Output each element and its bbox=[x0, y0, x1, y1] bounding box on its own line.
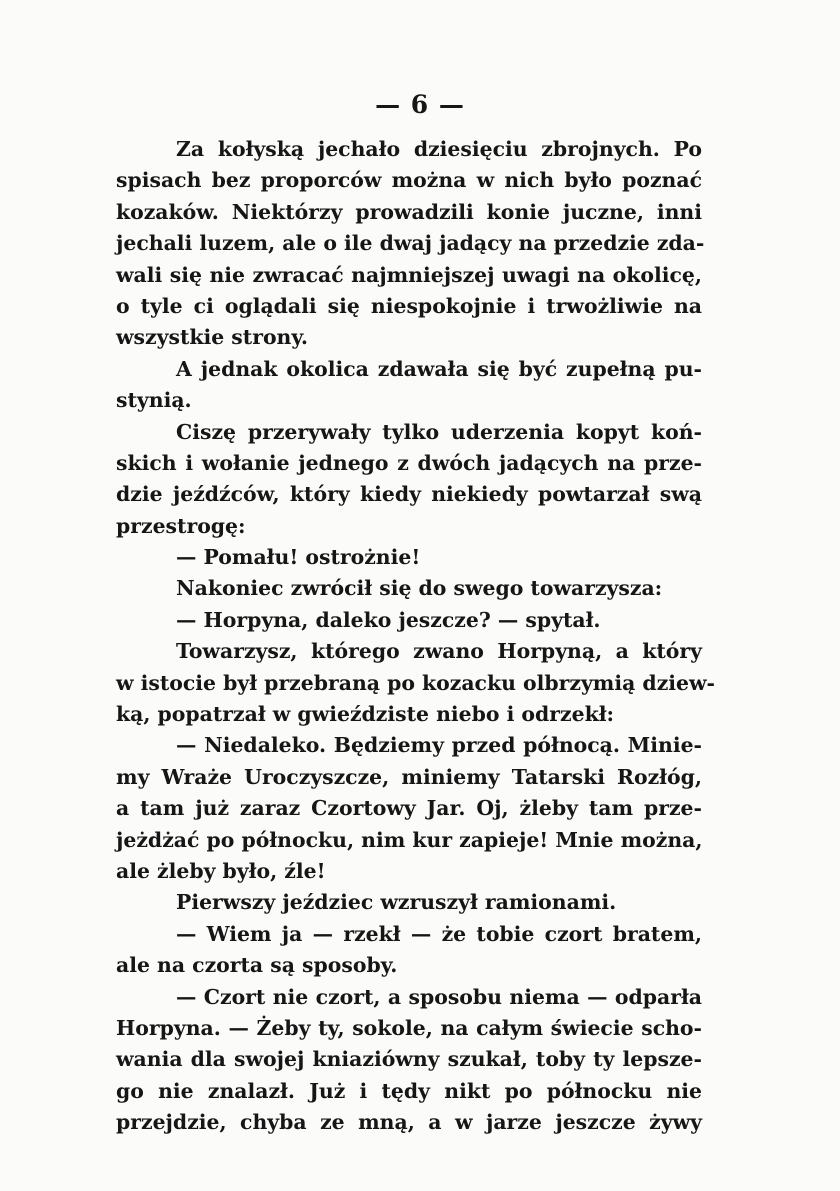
text-line: A jednak okolica zdawała się być zupełną pu- bbox=[176, 356, 702, 381]
text-line: Za kołyską jechało dziesięciu zbrojnych. Po bbox=[176, 137, 702, 161]
text-line: Pierwszy jeździec wzruszył ramionami. bbox=[176, 890, 617, 915]
text-line: — Pomału! ostrożnie! bbox=[176, 545, 421, 570]
text-line: stynią. bbox=[116, 388, 192, 413]
text-line: jeżdżać po północku, nim kur zapieje! Mnie można, bbox=[116, 827, 703, 852]
text-line: Horpyna. — Żeby ty, sokole, na całym świecie scho- bbox=[116, 1015, 702, 1040]
text-line: przestrogę: bbox=[116, 513, 246, 538]
text-line: w istocie był przebraną po kozacku olbrzymią dziew- bbox=[116, 670, 716, 695]
text-line: wszystkie strony. bbox=[116, 325, 308, 350]
text-line: Towarzysz, którego zwano Horpyną, a który bbox=[176, 639, 702, 664]
text-line: a tam już zaraz Czortowy Jar. Oj, żleby tam prze- bbox=[116, 796, 702, 821]
text-line: wania dla swojej kniaziówny szukał, toby ty lepsze- bbox=[116, 1047, 702, 1072]
text-line: go nie znalazł. Już i tędy nikt po północku nie bbox=[116, 1078, 702, 1103]
text-line: — Czort nie czort, a sposobu niema — odparła bbox=[176, 984, 702, 1009]
body-text bbox=[116, 134, 716, 1139]
text-line: ale na czorta są sposoby. bbox=[116, 953, 398, 978]
page-number: — 6 — bbox=[375, 90, 465, 119]
text-line: Nakoniec zwrócił się do swego towarzysza: bbox=[176, 576, 663, 601]
text-line: spisach bez proporców można w nich było poznać bbox=[116, 168, 702, 193]
text-line: — Wiem ja — rzekł — że tobie czort bratem, bbox=[176, 921, 702, 946]
text-line: ką, popatrzał w gwieździste niebo i odrzekł: bbox=[116, 702, 615, 727]
text-line: — Niedaleko. Będziemy przed północą. Minie- bbox=[176, 733, 702, 758]
text-line: skich i wołanie jednego z dwóch jadących na prze- bbox=[116, 450, 702, 475]
text-line: kozaków. Niektórzy prowadzili konie juczne, inni bbox=[116, 199, 702, 224]
text-line: jechali luzem, ale o ile dwaj jadący na przedzie zda- bbox=[116, 231, 705, 256]
text-line: my Wraże Uroczyszcze, miniemy Tatarski Rozłóg, bbox=[116, 764, 702, 789]
text-line: dzie jeźdźców, który kiedy niekiedy powtarzał swą bbox=[116, 482, 702, 507]
text-line: ale żleby było, źle! bbox=[116, 858, 326, 883]
text-line: — Horpyna, daleko jeszcze? — spytał. bbox=[176, 607, 601, 632]
text-line: Ciszę przerywały tylko uderzenia kopyt koń- bbox=[176, 419, 702, 444]
text-line: przejdzie, chyba ze mną, a w jarze jeszcze żywy bbox=[116, 1110, 702, 1135]
text-line: o tyle ci oglądali się niespokojnie i trwożliwie na bbox=[116, 293, 702, 318]
text-line: wali się nie zwracać najmniejszej uwagi na okolicę, bbox=[116, 262, 702, 287]
